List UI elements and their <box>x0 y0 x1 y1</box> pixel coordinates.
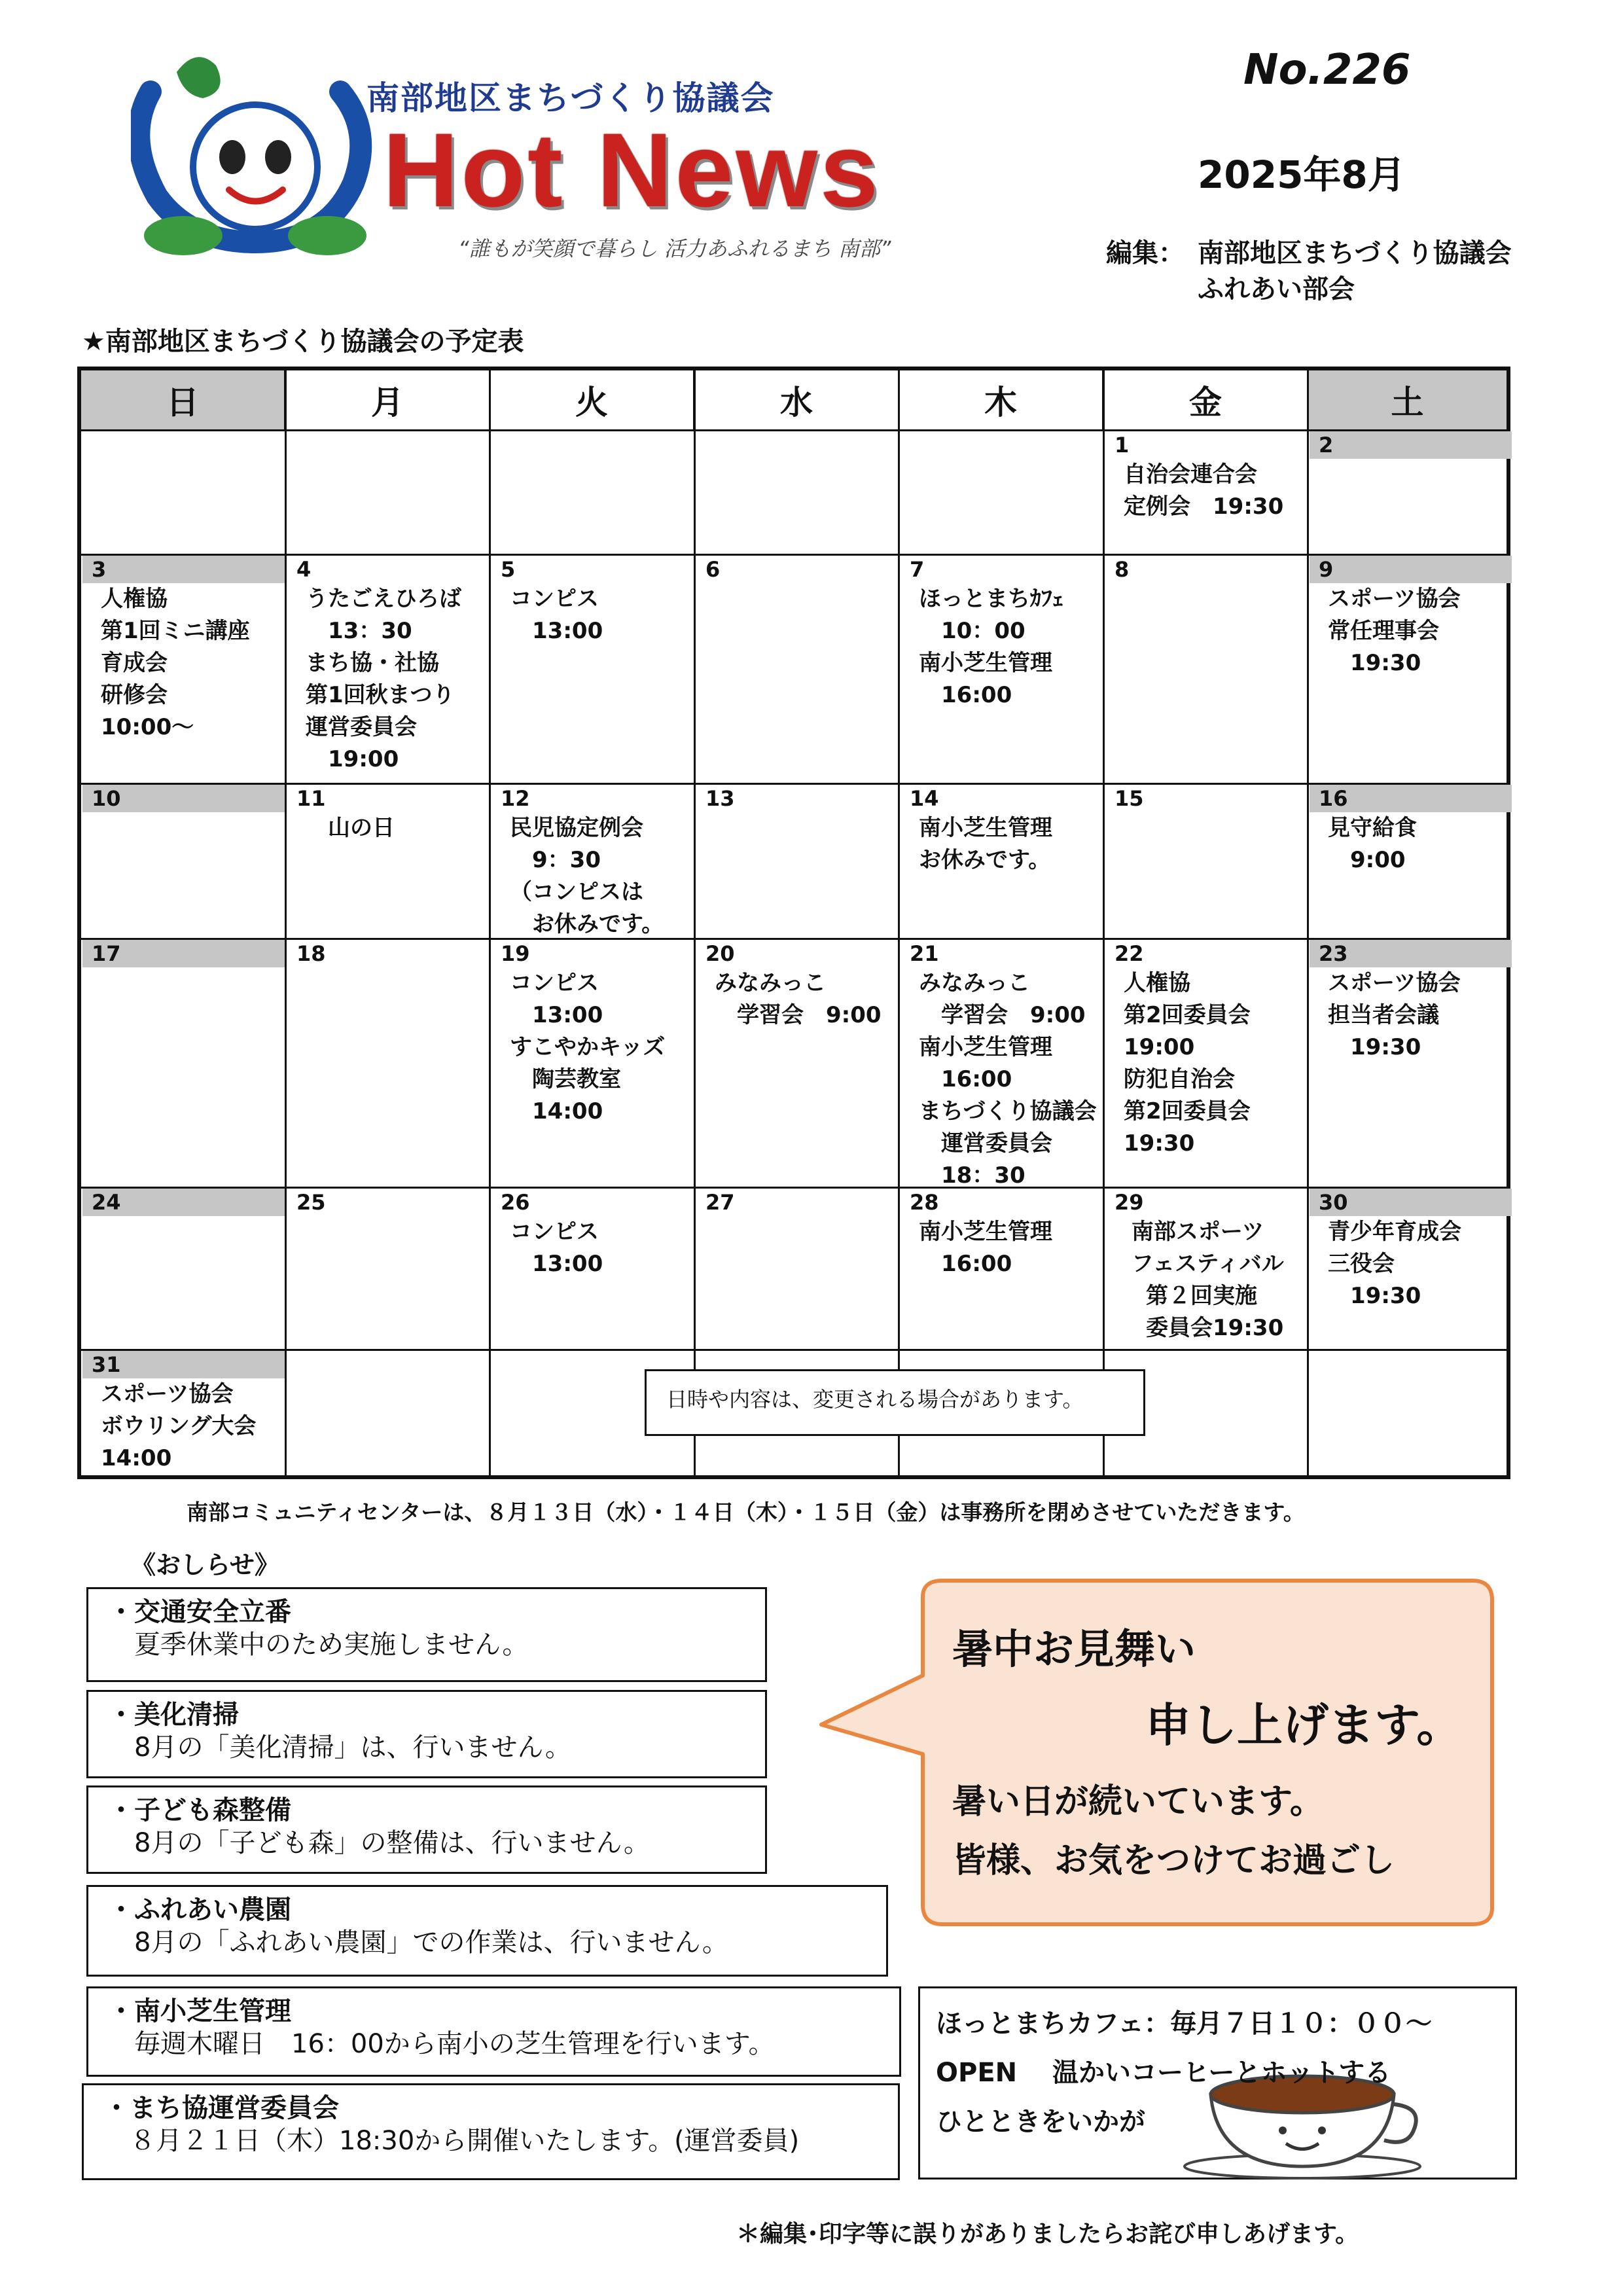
day-number: 30 <box>1310 1189 1512 1216</box>
day-events: 青少年育成会 三役会 19:30 <box>1328 1219 1461 1309</box>
day-number: 28 <box>910 1190 939 1215</box>
calendar-day-cell <box>82 940 285 1187</box>
notice-box <box>86 1986 901 2077</box>
day-events: スポーツ協会 担当者会議 19:30 <box>1328 970 1461 1060</box>
calendar-day-cell <box>287 1351 490 1477</box>
day-number: 11 <box>296 786 326 811</box>
day-events: 自治会連合会 定例会 19:30 <box>1124 461 1284 520</box>
day-events: 民児協定例会 9：30 （コンピスは お休みです。 <box>510 815 664 937</box>
day-number: 10 <box>82 785 285 812</box>
notice-box <box>82 2083 900 2180</box>
greeting-line3: 暑い日が続いています。 <box>952 1782 1324 1821</box>
calendar-day-cell <box>491 785 694 938</box>
day-number: 26 <box>501 1190 530 1215</box>
day-number: 14 <box>910 786 939 811</box>
weekday-header: 日 <box>81 370 286 429</box>
day-number: 25 <box>296 1190 326 1215</box>
day-number: 7 <box>910 557 925 582</box>
calendar-day-cell <box>1105 556 1308 783</box>
weekday-header: 金 <box>1104 370 1309 429</box>
notice-body: ８月２１日（木）18:30から開催いたします。(運営委員) <box>130 2126 800 2156</box>
notice-title: ・子ども森整備 <box>108 1795 291 1825</box>
day-events: 山の日 <box>306 815 395 841</box>
editor-name-line2: ふれあい部会 <box>1198 274 1355 304</box>
notice-body: 夏季休業中のため実施しません。 <box>134 1630 529 1660</box>
day-number: 4 <box>296 557 312 582</box>
day-number: 8 <box>1115 557 1130 582</box>
day-events: コンピス 13:00 <box>510 1219 603 1277</box>
calendar-day-cell <box>696 940 899 1187</box>
calendar-day-cell <box>82 785 285 938</box>
calendar-day-cell <box>901 431 1103 554</box>
day-number: 1 <box>1115 433 1130 457</box>
day-events: 南部スポーツ フェスティバル 第２回実施 委員会19:30 <box>1131 1219 1284 1341</box>
schedule-title: ★南部地区まちづくり協議会の予定表 <box>82 327 524 357</box>
notice-box <box>86 1587 767 1682</box>
notice-title: ・ふれあい農園 <box>108 1895 291 1925</box>
calendar-day-cell <box>491 556 694 783</box>
notice-box <box>86 1885 888 1977</box>
greeting-line4: 皆様、お気をつけてお過ごし <box>952 1841 1395 1880</box>
day-number: 17 <box>82 940 285 967</box>
day-number: 5 <box>501 557 516 582</box>
day-events: 南小芝生管理 16:00 <box>919 1219 1052 1277</box>
calendar-day-cell <box>696 431 899 554</box>
calendar-day-cell <box>82 431 285 554</box>
footer-note: ＊編集･印字等に誤りがありましたらお詫び申しあげます。 <box>736 2221 1359 2248</box>
greeting-line2: 申し上げます。 <box>1145 1698 1463 1752</box>
calendar-day-cell <box>901 785 1103 938</box>
calendar-day-cell <box>1105 785 1308 938</box>
organization-name: 南部地区まちづくり協議会 <box>366 79 775 117</box>
day-number: 16 <box>1310 785 1512 812</box>
day-number: 12 <box>501 786 530 811</box>
notice-title: ・美化清掃 <box>108 1700 239 1730</box>
day-number: 20 <box>705 941 735 966</box>
calendar-day-cell <box>1310 785 1512 938</box>
day-number: 15 <box>1115 786 1144 811</box>
notice-body: 毎週木曜日 16：00から南小の芝生管理を行います。 <box>134 2029 775 2059</box>
day-events: 南小芝生管理 お休みです。 <box>919 815 1052 873</box>
grid-line <box>694 370 696 1475</box>
calendar-day-cell <box>1105 431 1308 554</box>
day-events: みなみっこ 学習会 9:00 南小芝生管理 16:00 まちづくり協議会 運営委員会 18：30 <box>919 970 1097 1187</box>
calendar-day-cell <box>1310 1351 1512 1477</box>
calendar-day-cell <box>696 1189 899 1349</box>
calendar-day-cell <box>901 940 1103 1187</box>
calendar-day-cell <box>491 940 694 1187</box>
notice-box <box>86 1785 767 1874</box>
day-events: 人権協 第1回ミニ講座 育成会 研修会 10:00～ <box>101 586 250 740</box>
calendar-day-cell <box>82 556 285 783</box>
notice-body: 8月の「美化清掃」は、行いません。 <box>134 1732 571 1763</box>
cafe-line3: ひとときをいかが <box>936 2107 1145 2137</box>
day-events: スポーツ協会 常任理事会 19:30 <box>1328 586 1461 676</box>
calendar-day-cell <box>901 556 1103 783</box>
issue-number: No.226 <box>1243 46 1411 94</box>
weekday-header: 土 <box>1308 370 1507 429</box>
day-number: 22 <box>1115 941 1144 966</box>
day-number: 9 <box>1310 556 1512 583</box>
day-number: 19 <box>501 941 530 966</box>
day-number: 31 <box>82 1351 285 1378</box>
office-closure-notice: 南部コミュニティセンターは、８月１３日（水）・１４日（木）・１５日（金）は事務所を閉めさせていただきます。 <box>187 1499 1305 1525</box>
calendar-day-cell <box>1105 940 1308 1187</box>
editor-label: 編集： <box>1106 238 1185 268</box>
day-number: 24 <box>82 1189 285 1216</box>
day-events: コンピス 13:00 <box>510 586 603 644</box>
notice-title: ・交通安全立番 <box>108 1597 291 1627</box>
calendar-day-cell <box>696 785 899 938</box>
day-events: うたごえひろば 13：30 まち協・社協 第1回秋まつり 運営委員会 19:00 <box>306 586 461 772</box>
notice-title: ・まち協運営委員会 <box>103 2093 339 2123</box>
calendar-day-cell <box>696 556 899 783</box>
tagline: “誰もが笑顔で暮らし 活力あふれるまち 南部” <box>458 236 891 261</box>
calendar-day-cell <box>287 785 490 938</box>
calendar-day-cell <box>287 431 490 554</box>
calendar-day-cell <box>901 1189 1103 1349</box>
day-number: 27 <box>705 1190 735 1215</box>
calendar-day-cell <box>1310 556 1512 783</box>
calendar-table <box>77 367 1510 1479</box>
day-events: 人権協 第2回委員会 19:00 防犯自治会 第2回委員会 19:30 <box>1124 970 1251 1157</box>
day-number: 3 <box>82 556 285 583</box>
day-number: 23 <box>1310 940 1512 967</box>
calendar-day-cell <box>82 1351 285 1477</box>
mascot-logo-icon <box>131 46 380 262</box>
weekday-header: 火 <box>490 370 695 429</box>
weekday-header: 水 <box>695 370 900 429</box>
day-number: 18 <box>296 941 326 966</box>
day-number: 21 <box>910 941 939 966</box>
weekday-header: 木 <box>899 370 1104 429</box>
day-events: コンピス 13:00 すこやかキッズ 陶芸教室 14:00 <box>510 970 666 1124</box>
cafe-line1: ほっとまちカフェ：毎月７日１０：００～ <box>936 2009 1432 2039</box>
day-events: スポーツ協会 ボウリング大会 14:00 <box>101 1381 257 1471</box>
calendar-day-cell <box>491 431 694 554</box>
greeting-line1: 暑中お見舞い <box>952 1625 1196 1673</box>
day-events: ほっとまちｶﾌｪ 10：00 南小芝生管理 16:00 <box>919 586 1063 708</box>
day-events: 見守給食 9:00 <box>1328 815 1417 873</box>
calendar-day-cell <box>287 1189 490 1349</box>
calendar-day-cell <box>1310 1189 1512 1349</box>
newsletter-title: Hot News <box>383 111 881 228</box>
calendar-note: 日時や内容は、変更される場合があります。 <box>645 1369 1145 1436</box>
notice-body: 8月の「子ども森」の整備は、行いません。 <box>134 1828 650 1858</box>
calendar-day-cell <box>82 1189 285 1349</box>
calendar-day-cell <box>287 940 490 1187</box>
issue-date: 2025年8月 <box>1198 152 1406 197</box>
grid-line <box>285 370 287 1475</box>
day-events: みなみっこ 学習会 9:00 <box>715 970 882 1028</box>
calendar-day-cell <box>287 556 490 783</box>
grid-line <box>1103 370 1105 1475</box>
calendar-day-cell <box>1105 1189 1308 1349</box>
notice-body: 8月の「ふれあい農園」での作業は、行いません。 <box>134 1928 728 1958</box>
calendar-day-cell <box>1310 431 1512 554</box>
notice-title: ・南小芝生管理 <box>108 1996 291 2026</box>
calendar-day-cell <box>1310 940 1512 1187</box>
editor-name-line1: 南部地区まちづくり協議会 <box>1198 238 1512 268</box>
notices-heading: 《おしらせ》 <box>131 1551 279 1579</box>
day-number: 13 <box>705 786 735 811</box>
day-number: 29 <box>1115 1190 1144 1215</box>
notice-box <box>86 1690 767 1778</box>
day-number: 6 <box>705 557 721 582</box>
cafe-line2: OPEN 温かいコーヒーとホットする <box>936 2058 1391 2088</box>
calendar-day-cell <box>491 1189 694 1349</box>
weekday-header: 月 <box>286 370 491 429</box>
day-number: 2 <box>1310 431 1512 459</box>
